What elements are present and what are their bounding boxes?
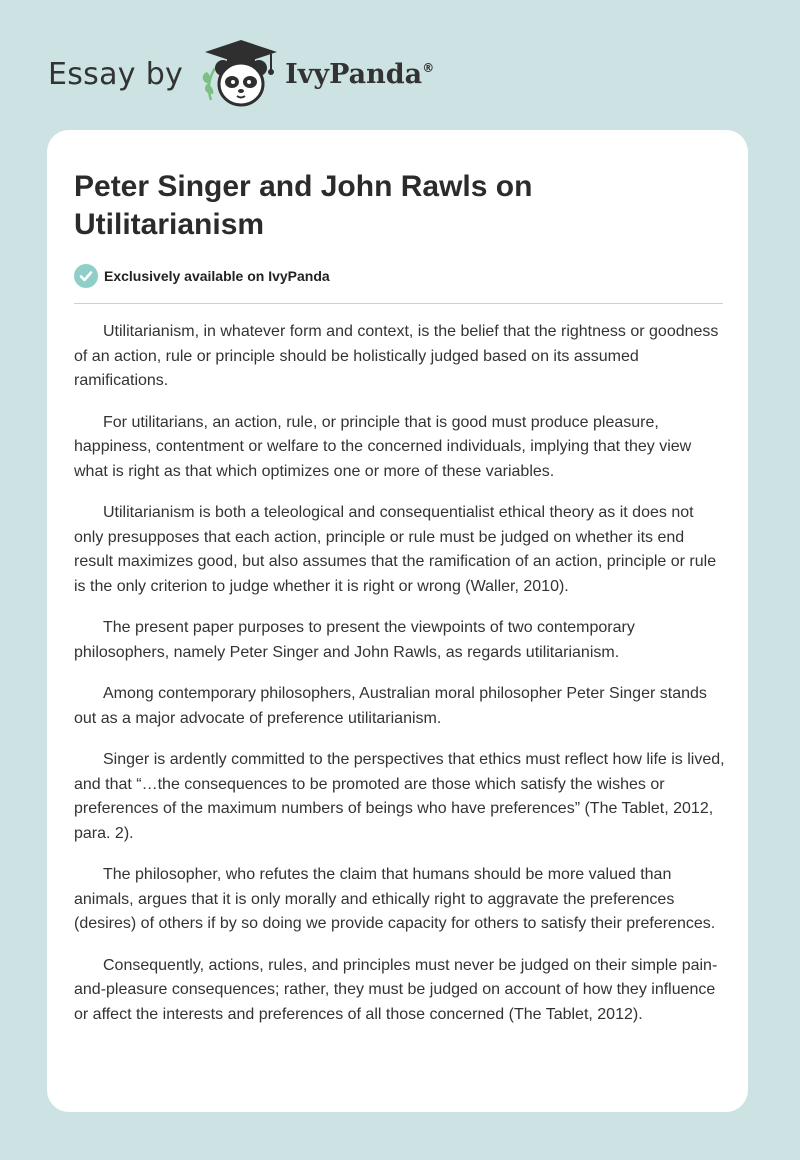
- paragraph: For utilitarians, an action, rule, or principle that is good must produce pleasure, happiness, contentment or welfare to the concerned individuals, implying that they view what is right as that which optimizes one or more of these variables.: [74, 413, 692, 480]
- essay-by-label: Essay by: [48, 56, 184, 92]
- brand-logo[interactable]: [48, 38, 434, 110]
- title-divider: [74, 303, 723, 304]
- exclusive-badge-label: Exclusively available on IvyPanda: [104, 268, 330, 284]
- paragraph: Singer is ardently committed to the perspectives that ethics must reflect how life is lived, and that “…the consequences to be promoted are those which satisfy the wishes or preferences of the maximum numbers of beings who have preferences” (The Tablet, 2012, para. 2).: [74, 751, 725, 842]
- paragraph: The present paper purposes to present the viewpoints of two contemporary philosophers, namely Peter Singer and John Rawls, as regards utilitarianism.: [74, 619, 635, 661]
- paragraph: Among contemporary philosophers, Australian moral philosopher Peter Singer stands out as a major advocate of preference utilitarianism.: [74, 685, 707, 727]
- paragraph: Utilitarianism is both a teleological and consequentialist ethical theory as it does not only presupposes that each action, principle or rule must be judged on whether its end result maximizes good, but also assumes that the ramification of an action, principle or rule is the only criterion to judge whether it is right or wrong (Waller, 2010).: [74, 504, 717, 595]
- trademark-symbol: ®: [422, 60, 435, 75]
- essay-body: [74, 320, 726, 1044]
- paragraph: Consequently, actions, rules, and principles must never be judged on their simple pain-and-pleasure consequences; rather, they must be judged on account of how they influence or affect the interests and preferences of all those concerned (The Tablet, 2012).: [74, 956, 718, 1023]
- paragraph: Utilitarianism, in whatever form and context, is the belief that the rightness or goodness of an action, rule or principle should be holistically judged based on its assumed ramifications.: [74, 323, 719, 389]
- panda-graduation-cap-icon: [197, 38, 281, 110]
- site-header: [0, 0, 800, 130]
- exclusive-badge: [74, 264, 330, 288]
- essay-card: [47, 130, 748, 1112]
- brand-name: IvyPanda®: [285, 58, 435, 90]
- paragraph: The philosopher, who refutes the claim that humans should be more valued than animals, argues that it is only morally and ethically right to aggravate the preferences (desires) of others if by so doing we provide capacity for others to satisfy their preferences.: [74, 866, 716, 932]
- essay-title: Peter Singer and John Rawls on Utilitarianism: [74, 170, 533, 241]
- check-circle-icon: [74, 264, 98, 288]
